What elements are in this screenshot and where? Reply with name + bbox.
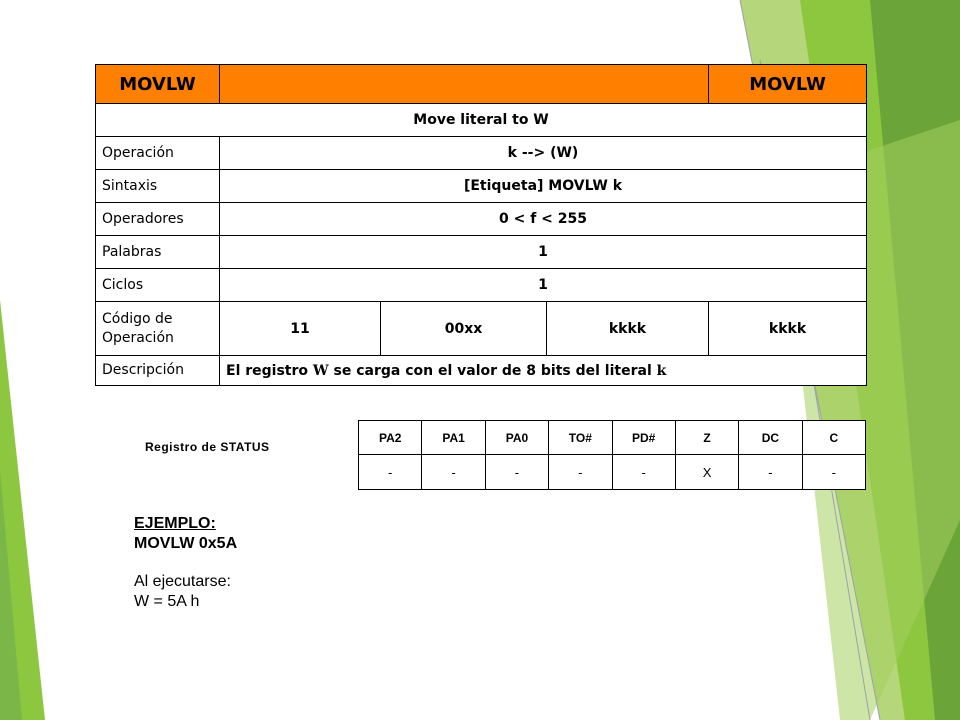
status-bit-value: - (549, 455, 612, 490)
row-operadores (96, 203, 867, 236)
status-bit-header: PA0 (485, 421, 548, 455)
example-block (134, 514, 237, 612)
ciclos-label: Ciclos (96, 269, 220, 302)
instruction-header-spacer (220, 65, 709, 104)
status-register-label: Registro de STATUS (145, 440, 270, 454)
operacion-label: Operación (96, 137, 220, 170)
codigo-part-1: 11 (220, 302, 381, 356)
row-palabras (96, 236, 867, 269)
instruction-title-left: MOVLW (96, 65, 220, 104)
descripcion-value (220, 356, 867, 386)
row-codigo (96, 302, 867, 356)
status-bit-value: - (739, 455, 802, 490)
status-bit-header: TO# (549, 421, 612, 455)
descripcion-literal: k (656, 362, 667, 379)
status-bit-header: PA1 (422, 421, 485, 455)
codigo-label-line1: Código de (102, 310, 173, 327)
instruction-header-row (96, 65, 867, 104)
row-sintaxis (96, 170, 867, 203)
ciclos-value: 1 (220, 269, 867, 302)
codigo-part-3: kkkk (547, 302, 709, 356)
instruction-subtitle: Move literal to W (96, 104, 867, 137)
status-bit-value: - (422, 455, 485, 490)
descripcion-text-a: El registro (226, 362, 313, 379)
sintaxis-value: [Etiqueta] MOVLW k (220, 170, 867, 203)
sintaxis-label: Sintaxis (96, 170, 220, 203)
palabras-value: 1 (220, 236, 867, 269)
instruction-subtitle-row (96, 104, 867, 137)
codigo-label-line2: Operación (102, 329, 174, 346)
status-bit-header: DC (739, 421, 802, 455)
status-bit-value: - (485, 455, 548, 490)
example-title: EJEMPLO: (134, 515, 216, 532)
operadores-value: 0 < f < 255 (220, 203, 867, 236)
status-bit-header: PD# (612, 421, 675, 455)
example-line-1: Al ejecutarse: (134, 573, 231, 590)
codigo-part-2: 00xx (381, 302, 547, 356)
palabras-label: Palabras (96, 236, 220, 269)
operacion-value: k --> (W) (220, 137, 867, 170)
row-operacion (96, 137, 867, 170)
status-bit-value: - (802, 455, 865, 490)
descripcion-register: W (312, 362, 329, 379)
codigo-part-4: kkkk (709, 302, 867, 356)
status-bit-header: PA2 (359, 421, 422, 455)
status-register-table (358, 420, 866, 490)
status-values-row (359, 455, 866, 490)
example-spacer (134, 554, 237, 572)
status-header-row (359, 421, 866, 455)
descripcion-label: Descripción (96, 356, 220, 386)
row-descripcion (96, 356, 867, 386)
status-bit-header: Z (675, 421, 738, 455)
operadores-label: Operadores (96, 203, 220, 236)
example-line-2: W = 5A h (134, 593, 200, 610)
example-code: MOVLW 0x5A (134, 535, 238, 552)
status-bit-value: X (675, 455, 738, 490)
status-bit-header: C (802, 421, 865, 455)
codigo-label (96, 302, 220, 356)
row-ciclos (96, 269, 867, 302)
status-bit-value: - (359, 455, 422, 490)
instruction-title-right: MOVLW (709, 65, 867, 104)
descripcion-text-b: se carga con el valor de 8 bits del literal (328, 362, 657, 379)
instruction-table (95, 64, 867, 386)
status-bit-value: - (612, 455, 675, 490)
